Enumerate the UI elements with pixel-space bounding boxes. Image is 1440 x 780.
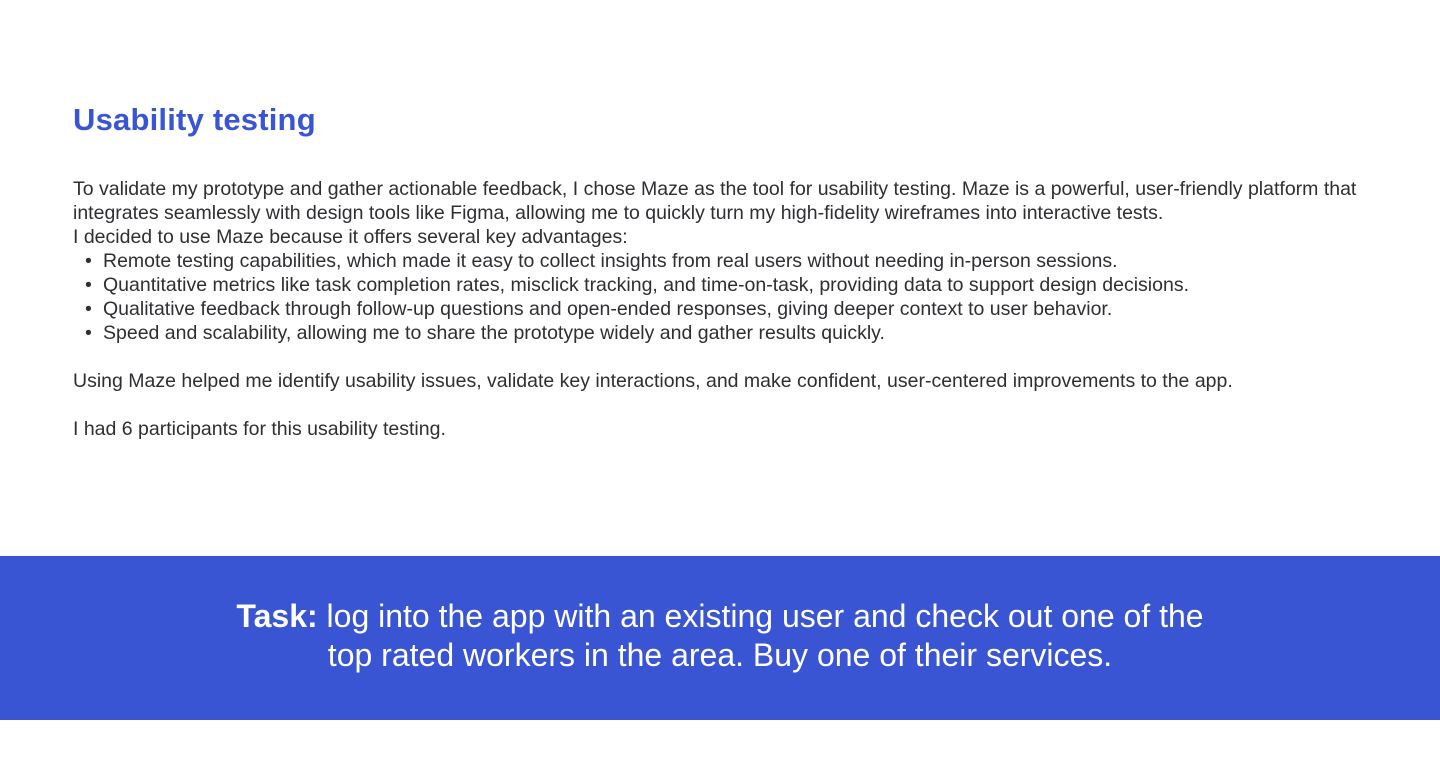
list-item [73,297,1378,321]
participants-paragraph: I had 6 participants for this usability testing. [73,418,446,440]
list-item-text: Qualitative feedback through follow-up questions and open-ended responses, giving deeper context to user behavior. [103,298,1113,320]
task-description: log into the app with an existing user and check out one of the top rated workers in the area. Buy one of their services. [317,598,1204,673]
task-label: Task: [236,598,318,634]
list-item-text: Quantitative metrics like task completion rates, misclick tracking, and time-on-task, providing data to support design decisions. [103,274,1189,296]
spacer [73,345,1378,369]
list-item [73,273,1378,297]
bullet-icon: • [85,274,92,296]
list-item [73,249,1378,273]
bullet-icon: • [85,322,92,344]
task-statement [210,597,1230,675]
outcome-paragraph: Using Maze helped me identify usability issues, validate key interactions, and make confident, user-centered improvements to the app. [73,370,1233,392]
advantages-intro: I decided to use Maze because it offers several key advantages: [73,226,628,248]
content-body [73,177,1378,441]
page-title: Usability testing [73,102,316,137]
advantages-list [73,249,1378,345]
list-item-text: Speed and scalability, allowing me to share the prototype widely and gather results quickly. [103,322,885,344]
list-item [73,321,1378,345]
spacer [73,393,1378,417]
list-item-text: Remote testing capabilities, which made it easy to collect insights from real users without needing in-person sessions. [103,250,1118,272]
bullet-icon: • [85,298,92,320]
intro-paragraph: To validate my prototype and gather actionable feedback, I chose Maze as the tool for usability testing. Maze is a powerful, user-friendly platform that integrates seamlessly with design tools like Figma, allowing me to quickly turn my high-fidelity wireframes into interactive tests. [73,178,1357,224]
task-banner [0,556,1440,720]
bullet-icon: • [85,250,92,272]
